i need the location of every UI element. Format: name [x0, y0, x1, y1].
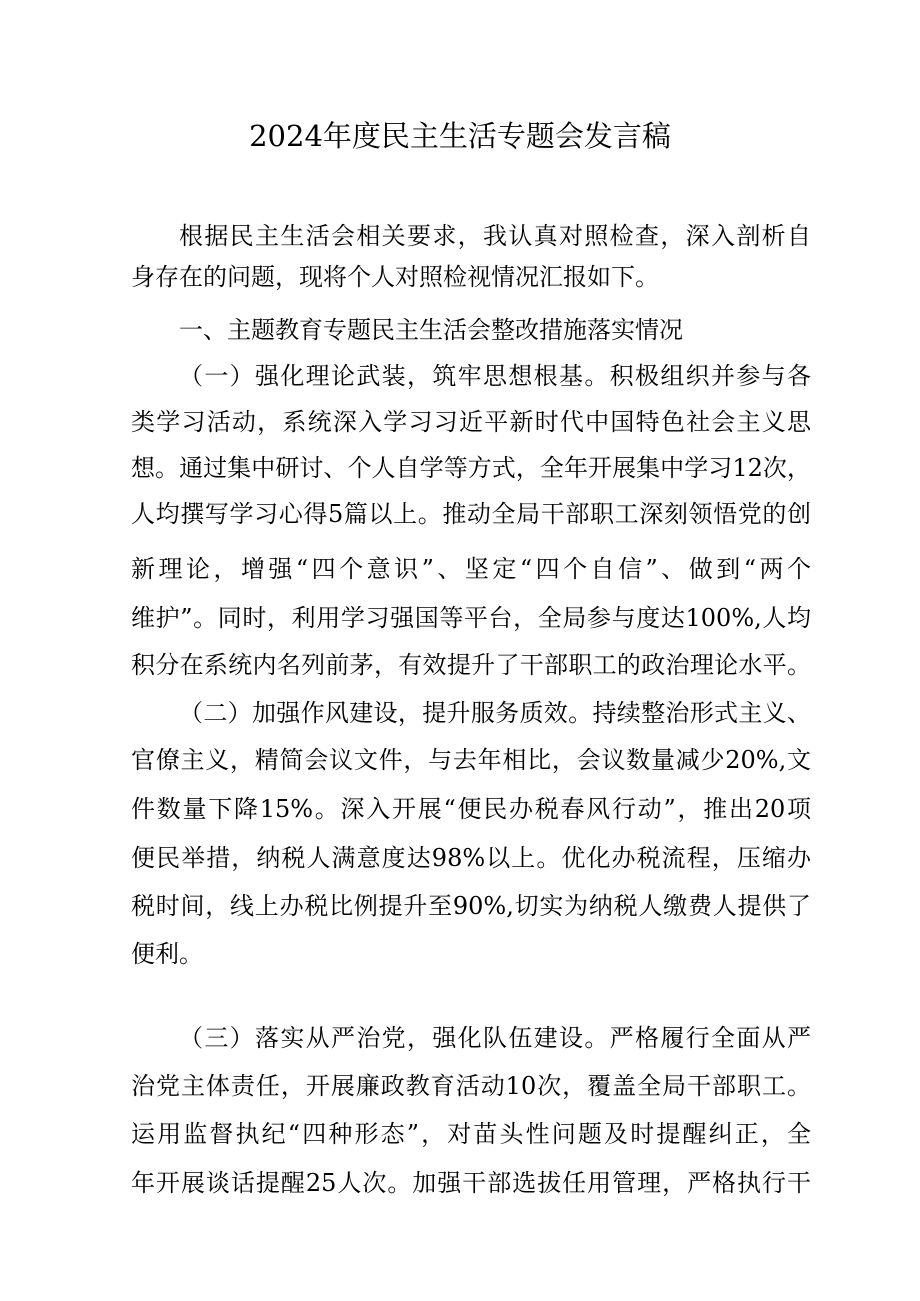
paragraph-line: 想。通过集中研讨、个人自学等方式，全年开展集中学习12次，: [131, 454, 811, 482]
paragraph-line: 积分在系统内名列前茅，有效提升了干部职工的政治理论水平。: [131, 651, 811, 679]
paragraph-line: 人均撰写学习心得5篇以上。推动全局干部职工深刻领悟党的创: [131, 500, 811, 528]
paragraph-line: （一）强化理论武装，筑牢思想根基。积极组织并参与各: [179, 362, 811, 390]
document-title: 2024年度民主生活专题会发言稿: [249, 119, 671, 153]
paragraph-line: 便利。: [131, 940, 203, 968]
paragraph-line: 类学习活动，系统深入学习习近平新时代中国特色社会主义思: [131, 408, 811, 436]
paragraph-line: 税时间，线上办税比例提升至90%,切实为纳税人缴费人提供了: [131, 892, 811, 920]
paragraph-line: 维护”。同时，利用学习强国等平台，全局参与度达100%,人均: [131, 604, 811, 632]
paragraph-line: 官僚主义，精简会议文件，与去年相比，会议数量减少20%,文: [131, 746, 811, 774]
paragraph-line: （三）落实从严治党，强化队伍建设。严格履行全面从严: [179, 1024, 811, 1052]
paragraph-line: 年开展谈话提醒25人次。加强干部选拔任用管理，严格执行干: [131, 1169, 811, 1197]
paragraph-line: 运用监督执纪“四种形态”，对苗头性问题及时提醒纠正，全: [131, 1120, 811, 1148]
paragraph-line: 便民举措，纳税人满意度达98%以上。优化办税流程，压缩办: [131, 844, 811, 872]
section-heading: 一、主题教育专题民主生活会整改措施落实情况: [179, 316, 683, 344]
paragraph-line: （二）加强作风建设，提升服务质效。持续整治形式主义、: [179, 699, 811, 727]
paragraph-line: 身存在的问题，现将个人对照检视情况汇报如下。: [131, 263, 659, 291]
paragraph-line: 新理论，增强“四个意识”、坚定“四个自信”、做到“两个: [131, 555, 811, 583]
paragraph-line: 根据民主生活会相关要求，我认真对照检查，深入剖析自: [179, 222, 811, 250]
paragraph-line: 治党主体责任，开展廉政教育活动10次，覆盖全局干部职工。: [131, 1072, 811, 1100]
paragraph-line: 件数量下降15%。深入开展“便民办税春风行动”，推出20项: [131, 795, 811, 823]
